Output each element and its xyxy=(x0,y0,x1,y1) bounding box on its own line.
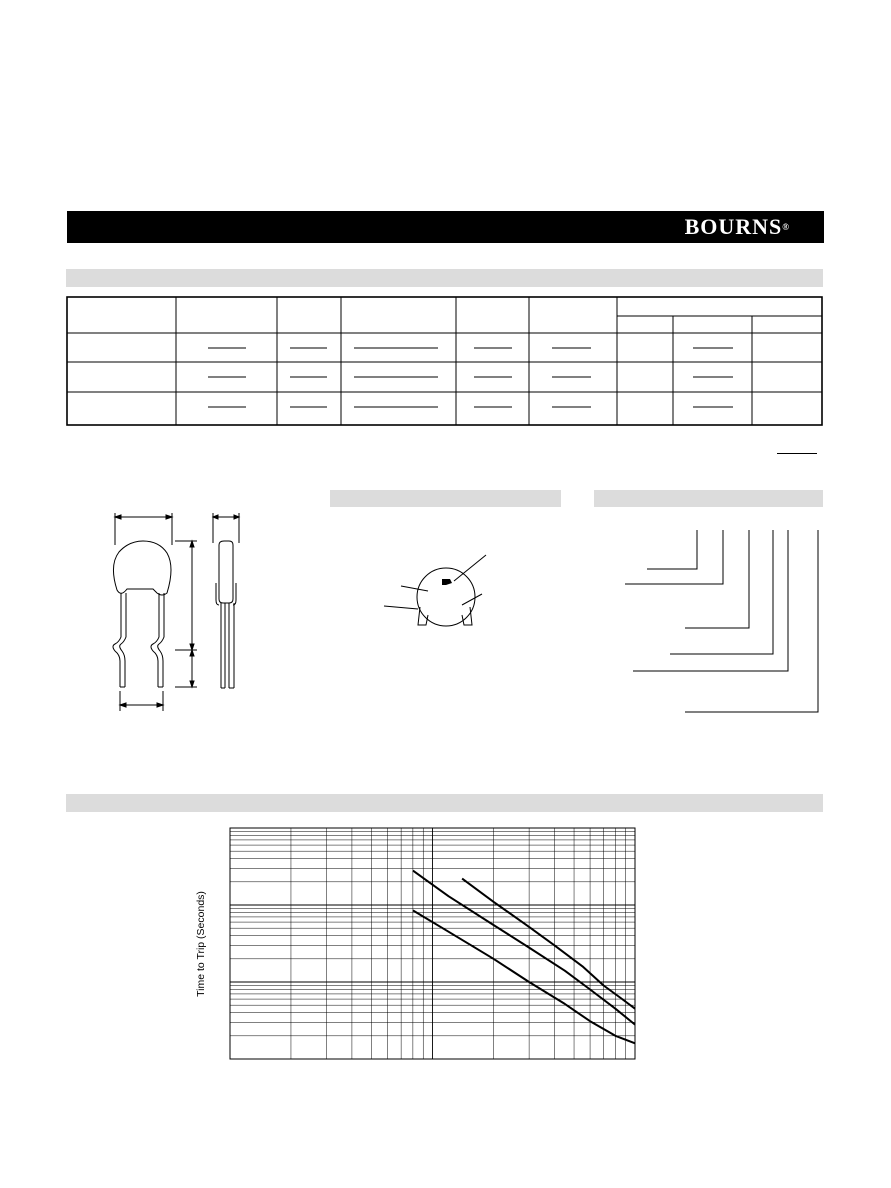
dimension-drawing-svg xyxy=(95,505,255,720)
y-axis-label: Time to Trip (Seconds) xyxy=(195,891,207,997)
dimension-drawing xyxy=(95,505,255,720)
section-bar-characteristics xyxy=(66,794,823,812)
chart-grid xyxy=(230,828,635,1059)
brand-name: BOURNS xyxy=(684,214,783,239)
section-bar-marking xyxy=(330,490,561,507)
note-underline xyxy=(777,453,817,454)
marking-drawing-svg xyxy=(370,545,510,640)
section-bar-ordering xyxy=(594,490,823,507)
series-line-3 xyxy=(413,910,635,1043)
marking-drawing xyxy=(370,545,510,640)
spec-table-grid xyxy=(66,296,823,426)
series-line-1 xyxy=(462,879,635,1009)
ordering-drawing xyxy=(615,522,830,722)
section-bar-specifications xyxy=(66,269,823,287)
header-bar xyxy=(67,211,824,243)
registered-mark: ® xyxy=(782,222,790,232)
trip-time-chart-svg xyxy=(190,820,650,1070)
bourns-logo xyxy=(685,215,790,239)
spec-table xyxy=(66,296,823,426)
chart-series xyxy=(413,871,635,1044)
trip-time-chart xyxy=(190,820,650,1070)
series-line-2 xyxy=(413,871,635,1025)
ordering-drawing-svg xyxy=(615,522,830,722)
